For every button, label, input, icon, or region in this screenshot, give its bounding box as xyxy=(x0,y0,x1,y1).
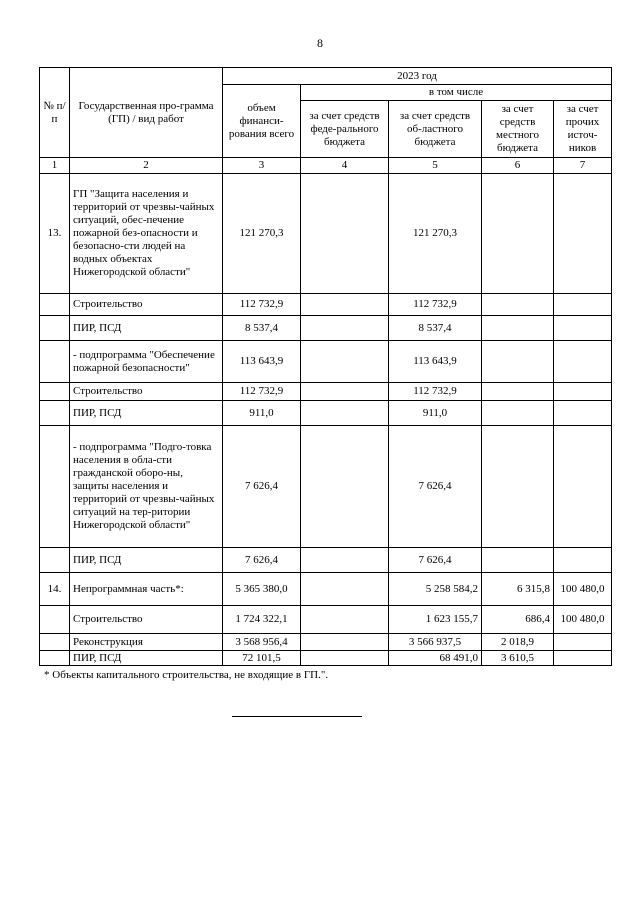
cell-other xyxy=(554,383,612,401)
cell-local: 2 018,9 xyxy=(482,634,554,651)
cell-regional: 68 491,0 xyxy=(389,651,482,666)
cell-federal xyxy=(301,401,389,426)
cell-other xyxy=(554,316,612,341)
table-row xyxy=(40,316,612,341)
cell-local xyxy=(482,294,554,316)
cell-num xyxy=(40,316,70,341)
table-row xyxy=(40,401,612,426)
cell-regional: 3 566 937,5 xyxy=(389,634,482,651)
cell-num xyxy=(40,651,70,666)
cell-total: 5 365 380,0 xyxy=(223,573,301,606)
col-number: 5 xyxy=(389,158,482,174)
cell-name: Реконструкция xyxy=(70,634,223,651)
cell-name: ПИР, ПСД xyxy=(70,401,223,426)
header-regional: за счет средств об-ластного бюджета xyxy=(389,101,482,158)
cell-total: 7 626,4 xyxy=(223,548,301,573)
end-divider xyxy=(232,716,362,717)
cell-federal xyxy=(301,651,389,666)
col-number: 4 xyxy=(301,158,389,174)
financing-table xyxy=(39,67,612,666)
cell-regional: 121 270,3 xyxy=(389,174,482,294)
cell-total: 7 626,4 xyxy=(223,426,301,548)
cell-federal xyxy=(301,426,389,548)
cell-total: 112 732,9 xyxy=(223,383,301,401)
cell-total: 113 643,9 xyxy=(223,341,301,383)
cell-federal xyxy=(301,573,389,606)
header-local: за счет средств местного бюджета xyxy=(482,101,554,158)
col-number: 6 xyxy=(482,158,554,174)
cell-num xyxy=(40,341,70,383)
cell-total: 112 732,9 xyxy=(223,294,301,316)
cell-name: Строительство xyxy=(70,383,223,401)
header-num: № п/п xyxy=(40,68,70,158)
table-row xyxy=(40,634,612,651)
cell-name: ПИР, ПСД xyxy=(70,316,223,341)
table-row xyxy=(40,606,612,634)
cell-regional: 8 537,4 xyxy=(389,316,482,341)
cell-federal xyxy=(301,548,389,573)
cell-num xyxy=(40,426,70,548)
cell-other xyxy=(554,651,612,666)
cell-regional: 7 626,4 xyxy=(389,426,482,548)
cell-other xyxy=(554,174,612,294)
cell-num xyxy=(40,294,70,316)
cell-name: ГП "Защита населения и территорий от чрезвы-чайных ситуаций, обес-печение пожарной без-опасности и безопасно-сти людей на водных объектах Нижегородской области" xyxy=(70,174,223,294)
cell-local xyxy=(482,341,554,383)
cell-regional: 7 626,4 xyxy=(389,548,482,573)
cell-other xyxy=(554,548,612,573)
cell-other xyxy=(554,341,612,383)
cell-local xyxy=(482,174,554,294)
table-row xyxy=(40,651,612,666)
cell-name: ПИР, ПСД xyxy=(70,548,223,573)
table-row xyxy=(40,383,612,401)
header-federal: за счет средств феде-рального бюджета xyxy=(301,101,389,158)
cell-other: 100 480,0 xyxy=(554,573,612,606)
cell-name: Строительство xyxy=(70,294,223,316)
cell-num xyxy=(40,548,70,573)
header-total: объем финанси-рования всего xyxy=(223,85,301,158)
cell-name: - подпрограмма "Обеспечение пожарной безопасности" xyxy=(70,341,223,383)
cell-name: Непрограммная часть*: xyxy=(70,573,223,606)
table-row xyxy=(40,294,612,316)
cell-num: 14. xyxy=(40,573,70,606)
col-number: 3 xyxy=(223,158,301,174)
cell-regional: 911,0 xyxy=(389,401,482,426)
cell-num xyxy=(40,634,70,651)
cell-other xyxy=(554,401,612,426)
header-other: за счет прочих источ-ников xyxy=(554,101,612,158)
cell-num xyxy=(40,383,70,401)
header-year: 2023 год xyxy=(223,68,612,85)
col-number: 7 xyxy=(554,158,612,174)
cell-federal xyxy=(301,316,389,341)
cell-num xyxy=(40,606,70,634)
cell-other xyxy=(554,294,612,316)
cell-regional: 1 623 155,7 xyxy=(389,606,482,634)
cell-total: 1 724 322,1 xyxy=(223,606,301,634)
cell-regional: 5 258 584,2 xyxy=(389,573,482,606)
cell-federal xyxy=(301,606,389,634)
cell-local xyxy=(482,426,554,548)
table-row xyxy=(40,426,612,548)
cell-regional: 113 643,9 xyxy=(389,341,482,383)
cell-other xyxy=(554,426,612,548)
cell-federal xyxy=(301,341,389,383)
col-number: 2 xyxy=(70,158,223,174)
cell-federal xyxy=(301,383,389,401)
cell-local xyxy=(482,401,554,426)
page-number: 8 xyxy=(317,36,323,50)
cell-total: 8 537,4 xyxy=(223,316,301,341)
cell-name: - подпрограмма "Подго-товка населения в обла-сти гражданской оборо-ны, защиты населения и территорий от чрезвы-чайных ситуаций на тер-ритории Нижегородской области" xyxy=(70,426,223,548)
cell-local xyxy=(482,548,554,573)
cell-local xyxy=(482,316,554,341)
cell-regional: 112 732,9 xyxy=(389,383,482,401)
table-row xyxy=(40,573,612,606)
table-row xyxy=(40,174,612,294)
cell-federal xyxy=(301,294,389,316)
cell-total: 72 101,5 xyxy=(223,651,301,666)
cell-total: 121 270,3 xyxy=(223,174,301,294)
cell-local xyxy=(482,383,554,401)
cell-local: 3 610,5 xyxy=(482,651,554,666)
table-row xyxy=(40,548,612,573)
table-row xyxy=(40,341,612,383)
cell-local: 686,4 xyxy=(482,606,554,634)
cell-total: 911,0 xyxy=(223,401,301,426)
footnote: * Объекты капитального строительства, не входящие в ГП.". xyxy=(44,669,329,681)
cell-federal xyxy=(301,634,389,651)
column-number-row xyxy=(40,158,612,174)
cell-other: 100 480,0 xyxy=(554,606,612,634)
cell-federal xyxy=(301,174,389,294)
cell-regional: 112 732,9 xyxy=(389,294,482,316)
header-name: Государственная про-грамма (ГП) / вид работ xyxy=(70,68,223,158)
col-number: 1 xyxy=(40,158,70,174)
cell-name: Строительство xyxy=(70,606,223,634)
cell-total: 3 568 956,4 xyxy=(223,634,301,651)
cell-name: ПИР, ПСД xyxy=(70,651,223,666)
header-including: в том числе xyxy=(301,85,612,101)
cell-num: 13. xyxy=(40,174,70,294)
cell-num xyxy=(40,401,70,426)
cell-other xyxy=(554,634,612,651)
cell-local: 6 315,8 xyxy=(482,573,554,606)
